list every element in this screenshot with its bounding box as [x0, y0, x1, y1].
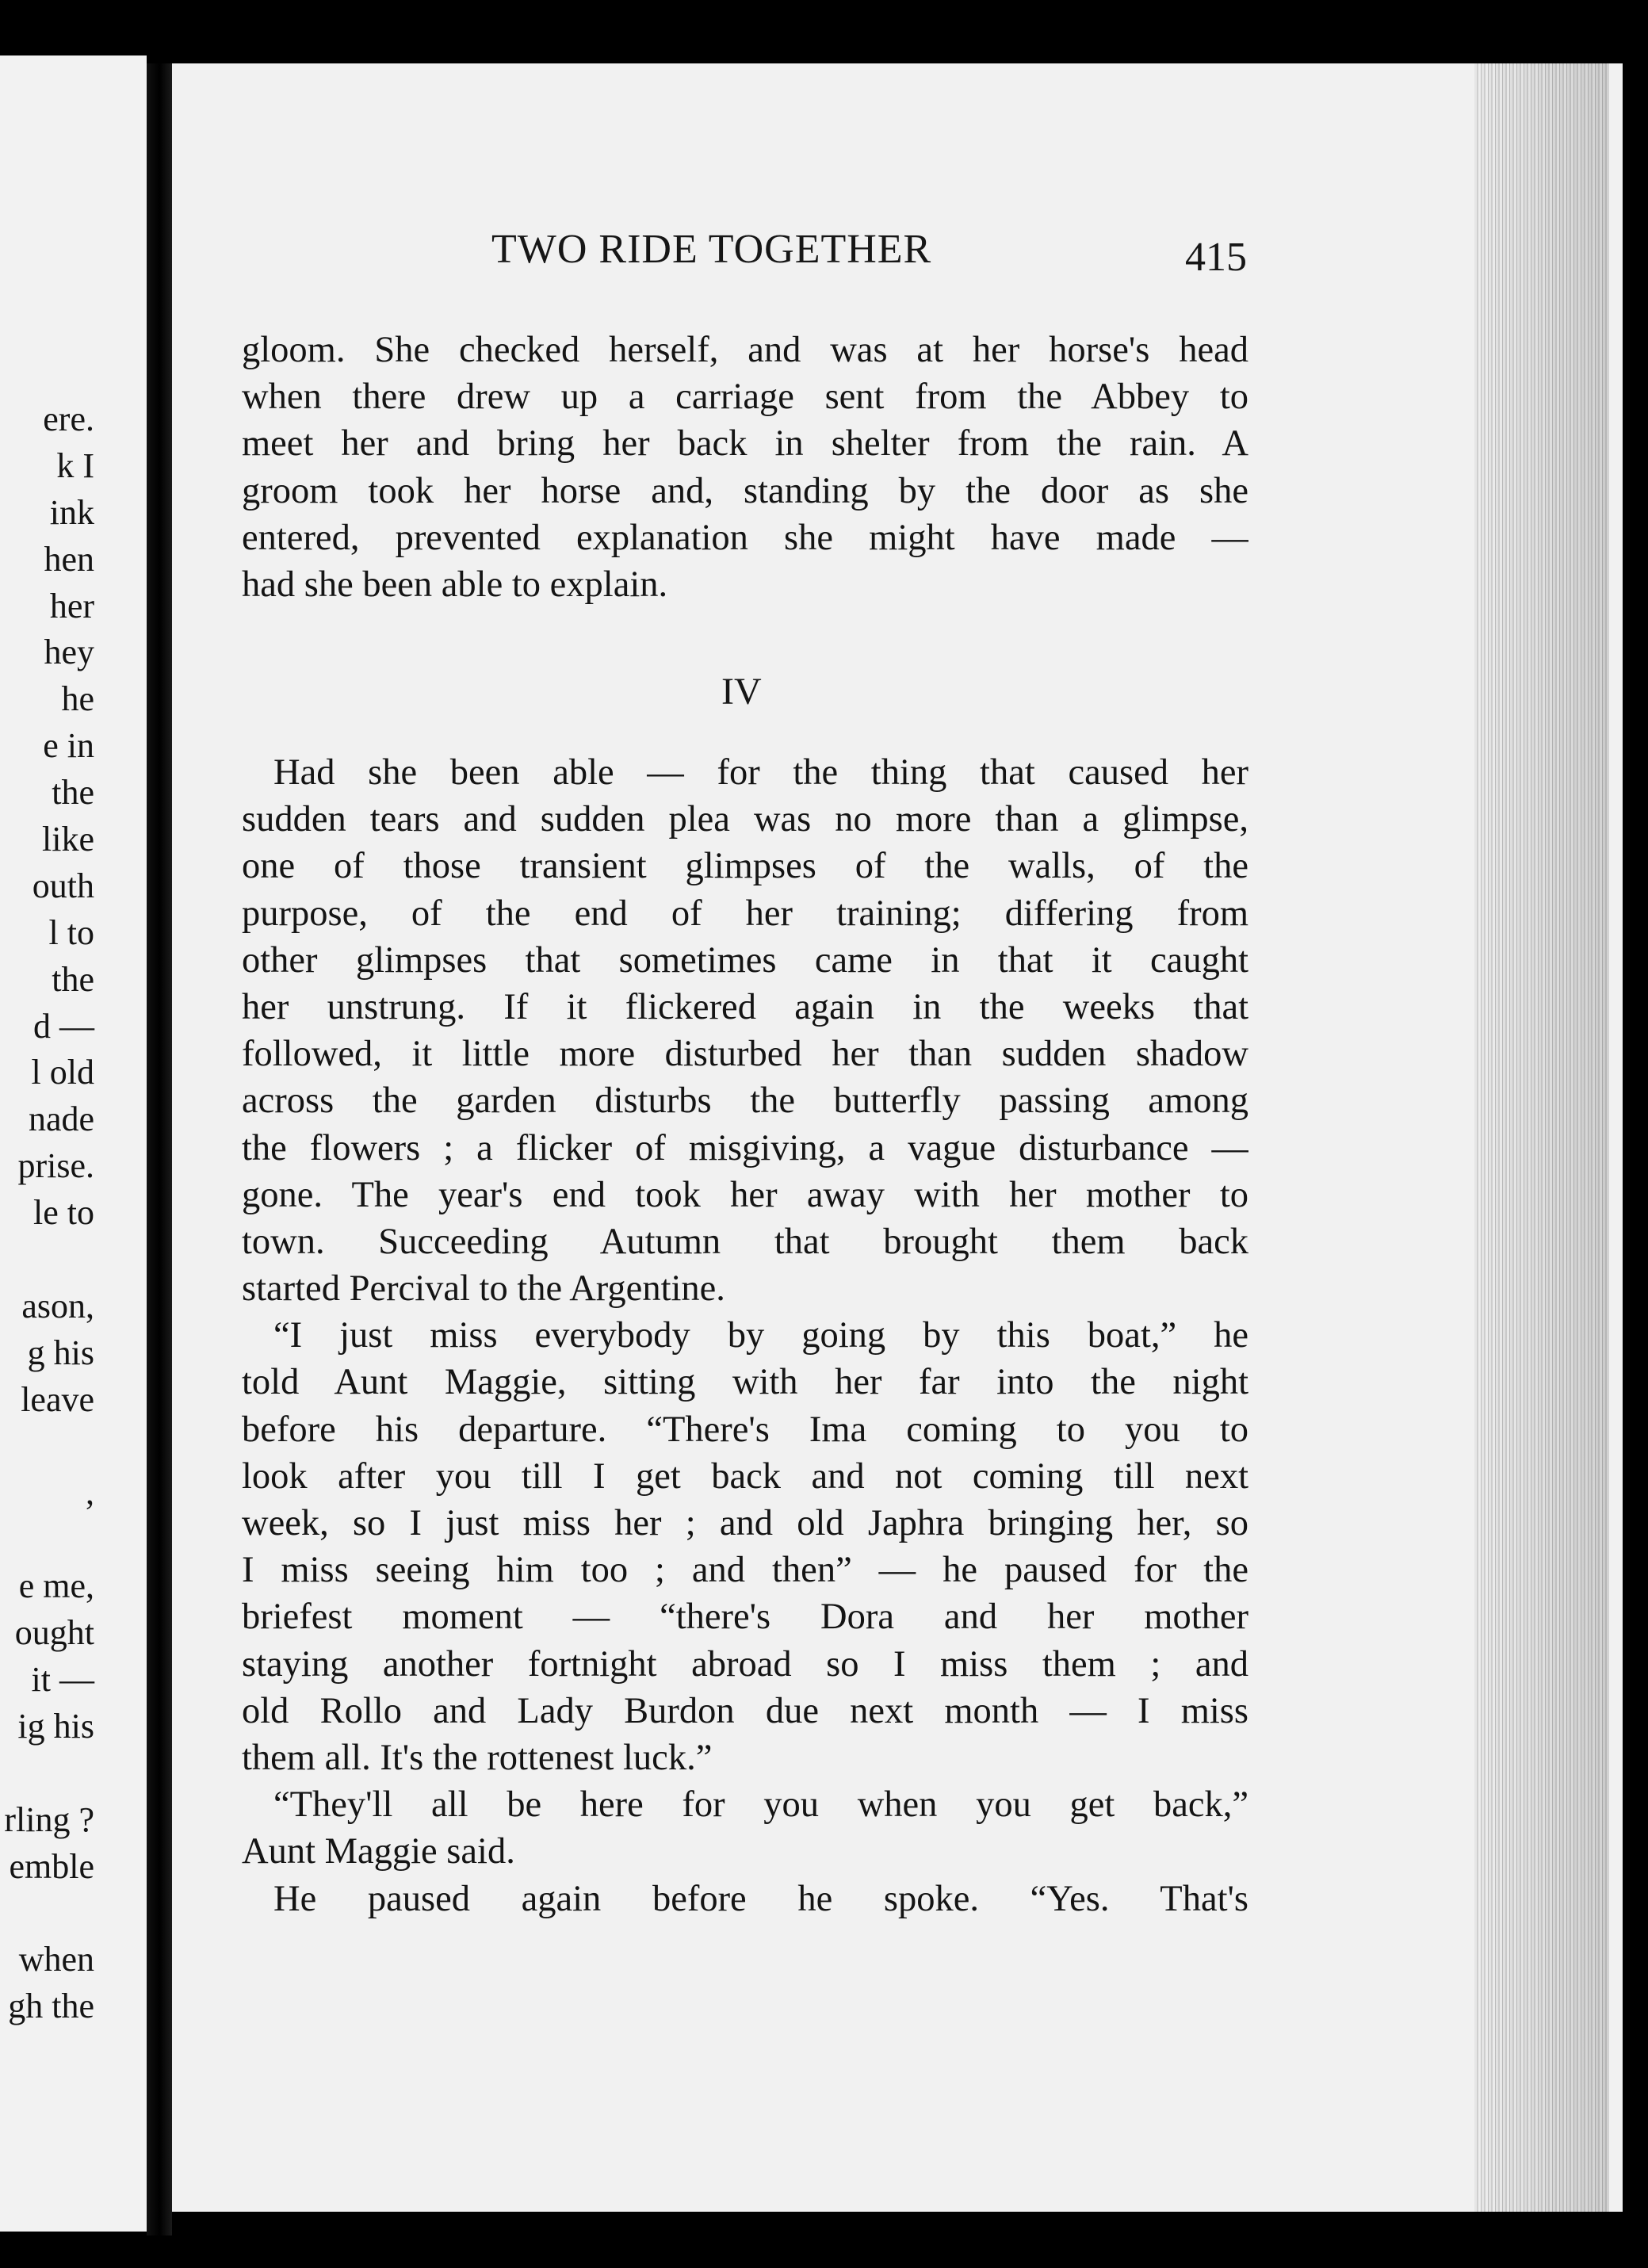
left-fragment-line: k I	[56, 446, 94, 485]
left-fragment-line: d —	[33, 1006, 94, 1046]
text-line: groom took her horse and, standing by the door as she	[242, 470, 1248, 511]
left-fragment-line: emble	[9, 1846, 94, 1886]
text-line: town. Succeeding Autumn that brought them back	[242, 1221, 1248, 1262]
left-fragment-line	[4, 1237, 94, 1283]
text-line: them all. It's the rottenest luck.”	[242, 1737, 713, 1778]
text-line: other glimpses that sometimes came in that it caught	[242, 939, 1248, 981]
text-line: staying another fortnight abroad so I miss them ; and	[242, 1643, 1248, 1685]
left-fragment-line: he	[61, 679, 94, 719]
text-line: entered, prevented explanation she might have made —	[242, 517, 1248, 558]
paragraph-4	[242, 1781, 1248, 1875]
text-line: sudden tears and sudden plea was no more than a glimpse,	[242, 799, 1248, 840]
text-line: old Rollo and Lady Burdon due next month — I miss	[242, 1690, 1248, 1731]
left-fragment-line: when	[18, 1940, 94, 1979]
text-line: gone. The year's end took her away with her mother to	[242, 1174, 1248, 1215]
left-facing-page	[0, 55, 147, 2232]
page-edge-stack	[1474, 63, 1609, 2212]
left-fragment-line	[4, 1750, 94, 1797]
left-fragment-line: l old	[31, 1053, 94, 1092]
left-fragment-line: the	[52, 773, 94, 813]
left-fragment-line: l to	[48, 912, 94, 952]
text-line: meet her and bring her back in shelter from the rain. A	[242, 423, 1248, 465]
text-line: I miss seeing him too ; and then” — he paused for the	[242, 1550, 1248, 1591]
left-fragment-line: prise.	[17, 1146, 94, 1186]
left-fragment-line	[4, 1516, 94, 1563]
text-line: look after you till I get back and not coming till next	[242, 1455, 1248, 1497]
text-line: “I just miss everybody by going by this boat,” he	[273, 1315, 1248, 1356]
text-line: week, so I just miss her ; and old Japhra bringing her, so	[242, 1503, 1248, 1543]
left-fragment-line: her	[49, 586, 94, 625]
paragraph-1	[242, 327, 1248, 608]
left-fragment-line: le to	[33, 1193, 94, 1233]
paragraph-5	[242, 1876, 1248, 1922]
paragraph-3	[242, 1312, 1248, 1781]
text-line: when there drew up a carriage sent from the Abbey to	[242, 377, 1248, 418]
left-fragment-line: nade	[28, 1100, 94, 1139]
left-fragment-line: like	[42, 820, 94, 859]
left-fragment-line: g his	[27, 1333, 94, 1372]
text-line: briefest moment — “there's Dora and her mother	[242, 1597, 1248, 1638]
left-fragment-line: ig his	[17, 1706, 94, 1746]
left-fragment-line: ason,	[21, 1286, 94, 1325]
text-line: purpose, of the end of her training; differing from	[242, 893, 1248, 934]
text-line: “They'll all be here for you when you get back,”	[273, 1784, 1248, 1826]
text-line: Had she been able — for the thing that caused her	[273, 752, 1248, 793]
text-line: her unstrung. If it flickered again in the weeks that	[242, 986, 1248, 1027]
left-fragment-line: ,	[86, 1473, 94, 1513]
left-fragment-line: e in	[43, 726, 94, 766]
left-fragment-line: outh	[32, 866, 94, 905]
text-line: He paused again before he spoke. “Yes. That's	[273, 1878, 1248, 1919]
paragraph-2	[242, 749, 1248, 1312]
left-fragment-line: gh the	[8, 1987, 94, 2026]
left-fragment-line: ought	[14, 1613, 94, 1653]
running-head: TWO RIDE TOGETHER	[491, 227, 932, 272]
text-line: told Aunt Maggie, sitting with her far into the night	[242, 1362, 1248, 1403]
section-heading: IV	[721, 671, 762, 713]
left-fragment-line: ere.	[43, 400, 94, 438]
left-fragment-line: it —	[31, 1660, 94, 1700]
left-fragment-line: ink	[49, 492, 94, 532]
left-fragment-line: hey	[44, 633, 94, 672]
text-line: had she been able to explain.	[242, 564, 668, 605]
left-fragment-line: leave	[21, 1379, 94, 1419]
body-text	[242, 749, 1248, 1922]
left-fragment-line	[4, 1891, 94, 1937]
left-page-text-fragments	[4, 396, 94, 2030]
text-line: before his departure. “There's Ima coming to you to	[242, 1409, 1248, 1450]
text-line: started Percival to the Argentine.	[242, 1268, 725, 1310]
text-line: followed, it little more disturbed her than sudden shadow	[242, 1034, 1248, 1075]
book-gutter	[147, 63, 172, 2235]
left-fragment-line	[4, 1424, 94, 1471]
left-fragment-line: rling ?	[4, 1799, 94, 1839]
text-line: across the garden disturbs the butterfly passing among	[242, 1080, 1248, 1122]
left-fragment-line: the	[52, 959, 94, 999]
left-fragment-line: hen	[44, 539, 94, 579]
left-fragment-line: e me,	[18, 1566, 94, 1606]
page-number: 415	[1185, 235, 1247, 280]
text-line: gloom. She checked herself, and was at her horse's head	[242, 330, 1248, 370]
text-line: the flowers ; a flicker of misgiving, a vague disturbance —	[242, 1127, 1248, 1168]
text-line: one of those transient glimpses of the walls, of the	[242, 846, 1248, 887]
text-line: Aunt Maggie said.	[242, 1831, 515, 1872]
